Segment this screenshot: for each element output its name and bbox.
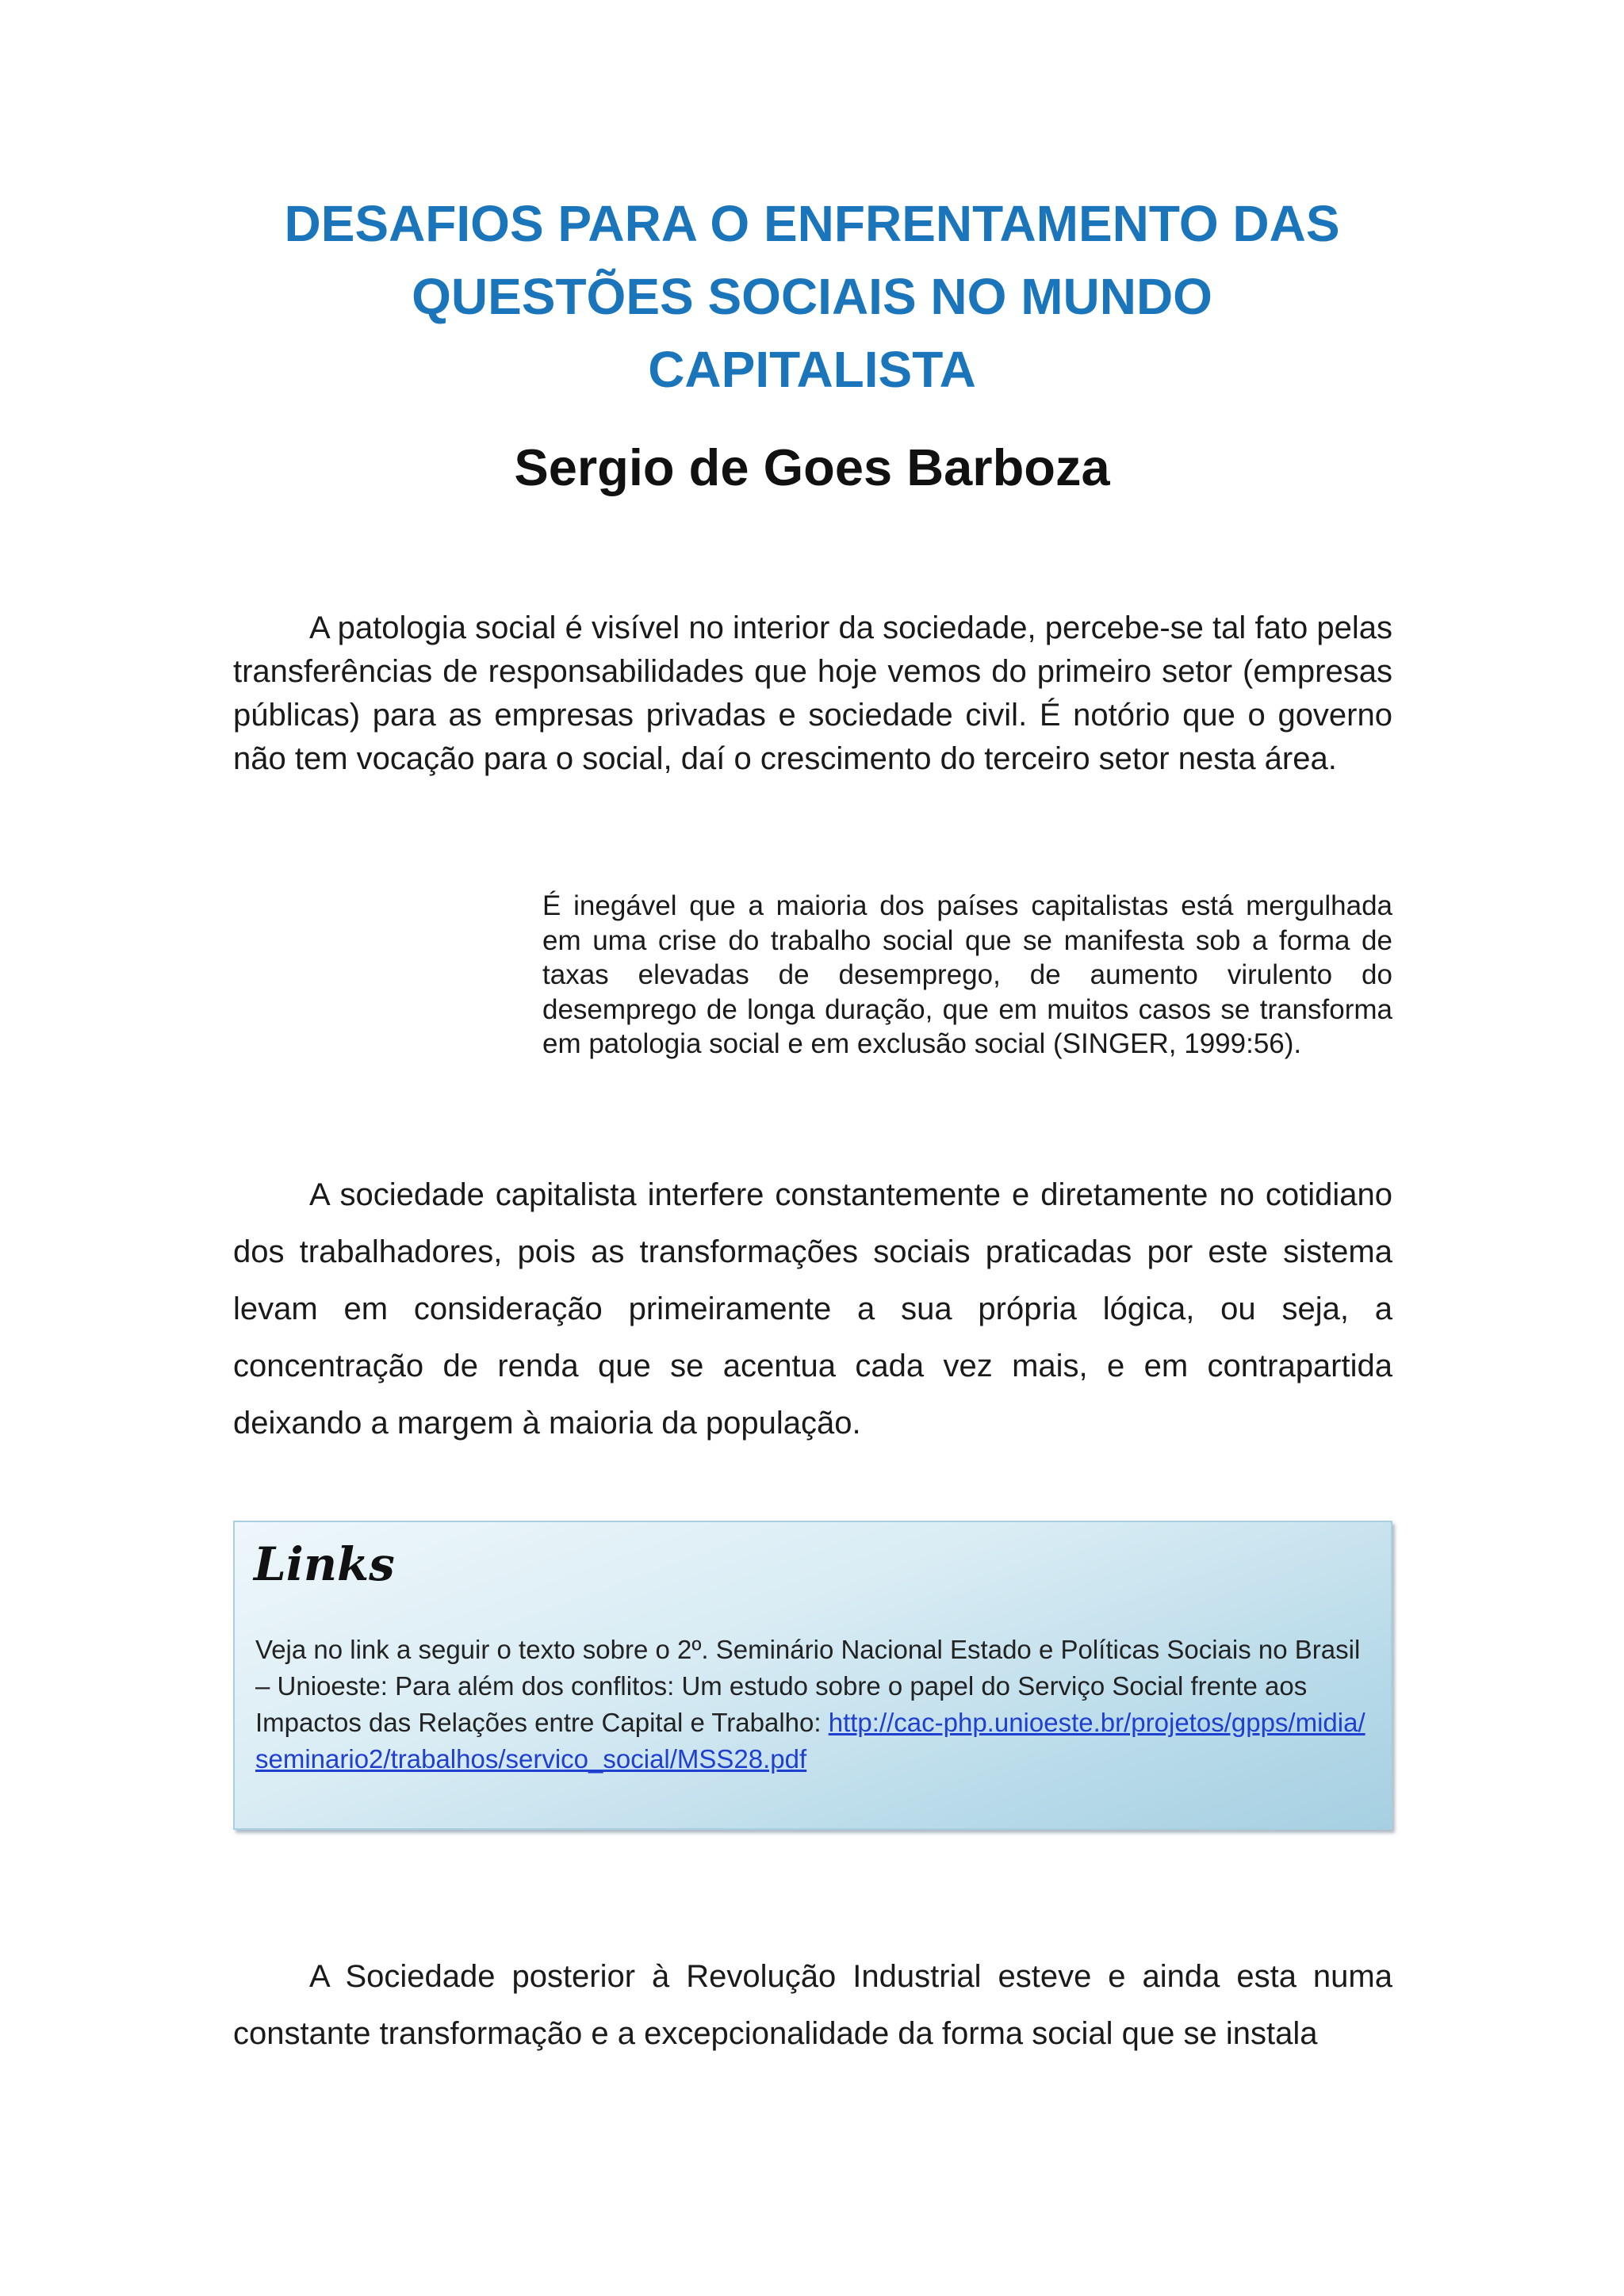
block-quote: É inegável que a maioria dos países capitalistas está mergulhada em uma crise do trabalho social que se manifesta sob a forma de taxas elevadas de desemprego, de aumento virulento do desemprego de longa duração, que em muitos casos se transforma em patologia social e em exclusão social (SINGER, 1999:56). [542,890,1392,1059]
document-title [230,187,1394,406]
links-callout-box [233,1521,1392,1830]
author-name: Sergio de Goes Barboza [514,438,1110,496]
seminar-pdf-link[interactable]: http://cac-php.unioeste.br/projetos/gpps/midia/seminario2/trabalhos/servico_social/MSS28.pdf [255,1708,1365,1774]
paragraph-2: A sociedade capitalista interfere constantemente e diretamente no cotidiano dos trabalhadores, pois as transformações sociais praticadas por este sistema levam em consideração primeiramente a sua própria lógica, ou seja, a concentração de renda que se acentua cada vez mais, e em contrapartida deixando a margem à maioria da população. [233,1177,1392,1441]
links-text [255,1632,1375,1777]
title-line-3: CAPITALISTA [648,341,976,398]
paragraph-1: A patologia social é visível no interior da sociedade, percebe-se tal fato pelas transferências de responsabilidades que hoje vemos do primeiro setor (empresas públicas) para as empresas privadas e sociedade civil. É notório que o governo não tem vocação para o social, daí o crescimento do terceiro setor nesta área. [233,610,1392,776]
links-description: Veja no link a seguir o texto sobre o 2º. Seminário Nacional Estado e Políticas Sociais no Brasil – Unioeste: Para além dos conflitos: Um estudo sobre o papel do Serviço Social frente aos Impactos das Relações entre Capital e Trabalho: [255,1635,1361,1737]
title-line-1: DESAFIOS PARA O ENFRENTAMENTO DAS [284,195,1340,252]
title-line-2: QUESTÕES SOCIAIS NO MUNDO [412,268,1212,325]
links-heading: Links [254,1537,395,1591]
paragraph-3: A Sociedade posterior à Revolução Industrial esteve e ainda esta numa constante transformação e a excepcionalidade da forma social que se instala [233,1959,1392,2051]
